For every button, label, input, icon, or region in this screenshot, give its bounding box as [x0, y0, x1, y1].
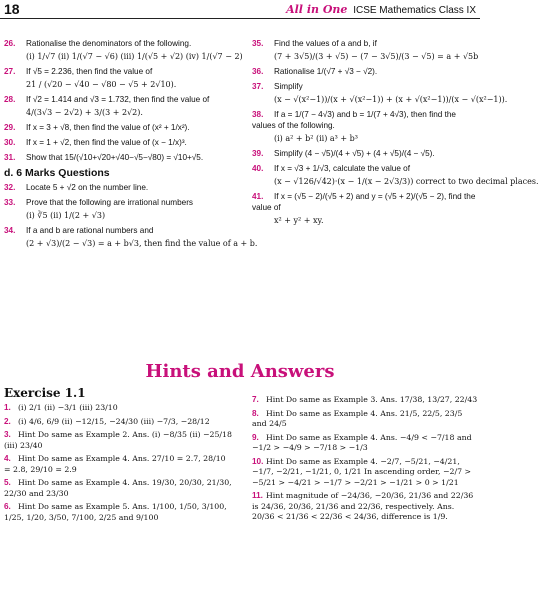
answer-number: 10. [252, 456, 264, 466]
answer-text: Hint Do same as Example 4. Ans. −4/9 < −7/18 and −1/2 > −4/9 > −7/18 > −1/3 [252, 432, 472, 452]
answer-number: 11. [252, 491, 263, 500]
answer-item [252, 457, 478, 489]
section-heading: d. 6 Marks Questions [4, 167, 110, 179]
answer-number: 7. [252, 395, 259, 404]
question-item [252, 163, 538, 187]
question-text: Rationalise the denominators of the following. [26, 39, 192, 48]
question-text: Simplify (4 − √5)/(4 + √5) + (4 + √5)/(4 − √5). [274, 149, 435, 158]
answer-item [252, 409, 478, 430]
question-expression: 21 / (√20 − √40 − √80 − √5 + 2√10). [26, 80, 177, 89]
answers-right-column [252, 395, 478, 526]
question-item [4, 197, 250, 221]
answer-number: 3. [4, 430, 11, 439]
question-number: 40. [252, 164, 264, 173]
answer-text: Hint Do same as Example 4. Ans. 21/5, 22/5, 23/5 and 24/5 [252, 408, 463, 428]
answer-text: Hint magnitude of −24/36, −20/36, 21/36 and 22/36 is 24/36, 20/36, 21/36 and 22/36, respectively. Ans. 20/36 < 21/36 < 22/36 < 24/36, difference is 1/9. [252, 491, 474, 521]
question-text: If x = (√5 − 2)/(√5 + 2) and y = (√5 + 2)/(√5 − 2), find the value of [252, 192, 476, 212]
question-expression: (7 + 3√5)/(3 + √5) − (7 − 3√5)/(3 − √5) = a + √5b [274, 52, 479, 61]
question-text: If x = √3 + 1/√3, calculate the value of [274, 164, 410, 173]
question-text: Find the values of a and b, if [274, 39, 377, 48]
answer-text: Hint Do same as Example 4. Ans. 27/10 = 2.7, 28/10 = 2.8, 29/10 = 2.9 [4, 454, 226, 474]
question-text: If x = 1 + √2, then find the value of (x − 1/x)³. [26, 138, 187, 147]
question-expression: (2 + √3)/(2 − √3) = a + b√3, then find the value of a + b. [26, 239, 258, 248]
question-number: 26. [4, 39, 16, 48]
answer-text: Hint Do same as Example 3. Ans. 17/38, 13/27, 22/43 [266, 395, 478, 404]
question-expression: (i) 1/√7 (ii) 1/(√7 − √6) (iii) 1/(√5 + √2) (iv) 1/(√7 − 2) [26, 52, 243, 61]
question-expression: (x − √(x²−1))/(x + √(x²−1)) + (x + √(x²−1))/(x − √(x²−1)). [274, 95, 508, 104]
answers-left-column [4, 403, 234, 526]
answer-number: 6. [4, 502, 11, 511]
question-number: 35. [252, 39, 264, 48]
question-number: 33. [4, 198, 16, 207]
question-text: If x = 3 + √8, then find the value of (x² + 1/x²). [26, 123, 190, 132]
question-item [4, 122, 250, 133]
question-number: 37. [252, 82, 264, 91]
question-item [4, 66, 250, 90]
question-item [4, 94, 250, 118]
question-item [4, 225, 258, 249]
brand-logo: All in One [286, 3, 348, 16]
question-text: If a and b are rational numbers and [26, 226, 154, 235]
question-number: 41. [252, 192, 264, 201]
answer-item [252, 395, 478, 406]
question-item [252, 148, 478, 159]
answer-number: 1. [4, 403, 11, 412]
question-item [252, 66, 478, 77]
answer-item [4, 478, 234, 499]
question-number: 29. [4, 123, 16, 132]
right-question-column [252, 38, 538, 230]
page-header [0, 0, 480, 19]
question-expression: x² + y² + xy. [274, 216, 324, 225]
question-expression: 4/(3√3 − 2√2) + 3/(3 + 2√2). [26, 108, 143, 117]
question-item [252, 191, 478, 226]
answer-number: 8. [252, 408, 259, 418]
question-number: 31. [4, 153, 16, 162]
answer-item [4, 502, 234, 523]
question-expression: (i) ∛5 (ii) 1/(2 + √3) [26, 211, 106, 220]
question-number: 38. [252, 110, 264, 119]
question-text: Locate 5 + √2 on the number line. [26, 183, 149, 192]
answer-item [4, 430, 234, 451]
answer-item [252, 491, 478, 523]
subject-title: ICSE Mathematics Class IX [353, 5, 476, 16]
question-number: 36. [252, 67, 264, 76]
question-item [4, 152, 250, 163]
question-item [252, 81, 508, 105]
answer-number: 2. [4, 416, 11, 426]
question-item [252, 38, 478, 62]
question-number: 34. [4, 226, 16, 235]
answer-text: (i) 4/6, 6/9 (ii) −12/15, −24/30 (iii) −7/3, −28/12 [18, 416, 210, 426]
question-expression: (i) a² + b² (ii) a³ + b³ [274, 134, 358, 143]
question-item [4, 182, 250, 193]
question-text: Simplify [274, 82, 303, 91]
answer-text: Hint Do same as Example 4. Ans. 19/30, 20/30, 21/30, 22/30 and 23/30 [4, 478, 232, 498]
question-item [4, 38, 250, 62]
question-text: If √5 = 2.236, then find the value of [26, 67, 153, 76]
question-number: 32. [4, 183, 16, 192]
answer-number: 4. [4, 454, 11, 463]
question-number: 28. [4, 95, 16, 104]
question-number: 39. [252, 149, 264, 158]
hints-heading: Hints and Answers [145, 361, 335, 382]
answer-number: 5. [4, 478, 11, 487]
answer-item [4, 403, 234, 414]
answer-number: 9. [252, 432, 259, 442]
question-number: 27. [4, 67, 16, 76]
answer-item [4, 454, 234, 475]
answer-text: Hint Do same as Example 2. Ans. (i) −8/35 (ii) −25/18 (iii) 23/40 [4, 430, 232, 450]
question-text: If √2 = 1.414 and √3 = 1.732, then find the value of [26, 95, 210, 104]
question-text: Rationalise 1/(√7 + √3 − √2). [274, 67, 378, 76]
question-item [252, 109, 478, 144]
question-item [4, 137, 250, 148]
answer-text: Hint Do same as Example 4. −2/7, −5/21, −4/21, −1/7, −2/21, −1/21, 0, 1/21 In ascending order, −2/7 > −5/21 > −4/21 > −1/7 > −2/21 > −1/21 > 0 > 1/21 [252, 456, 472, 487]
answer-item [252, 433, 478, 454]
answer-text: (i) 2/1 (ii) −3/1 (iii) 23/10 [18, 403, 118, 412]
question-text: Show that 15/(√10+√20+√40−√5−√80) = √10+√5. [26, 153, 204, 162]
answer-text: Hint Do same as Example 5. Ans. 1/100, 1/50, 3/100, 1/25, 1/20, 3/50, 7/100, 2/25 and 9/100 [4, 502, 227, 522]
question-number: 30. [4, 138, 16, 147]
exercise-heading: Exercise 1.1 [4, 386, 86, 400]
question-text: If a = 1/(7 − 4√3) and b = 1/(7 + 4√3), then find the values of the following. [252, 110, 456, 130]
page-number: 18 [4, 1, 20, 17]
answer-item [4, 417, 234, 428]
book-title [286, 3, 476, 16]
question-expression: (x − √126/√42)·(x − 1/(x − 2√3/3)) correct to two decimal places. [274, 177, 538, 186]
question-text: Prove that the following are irrational numbers [26, 198, 194, 207]
